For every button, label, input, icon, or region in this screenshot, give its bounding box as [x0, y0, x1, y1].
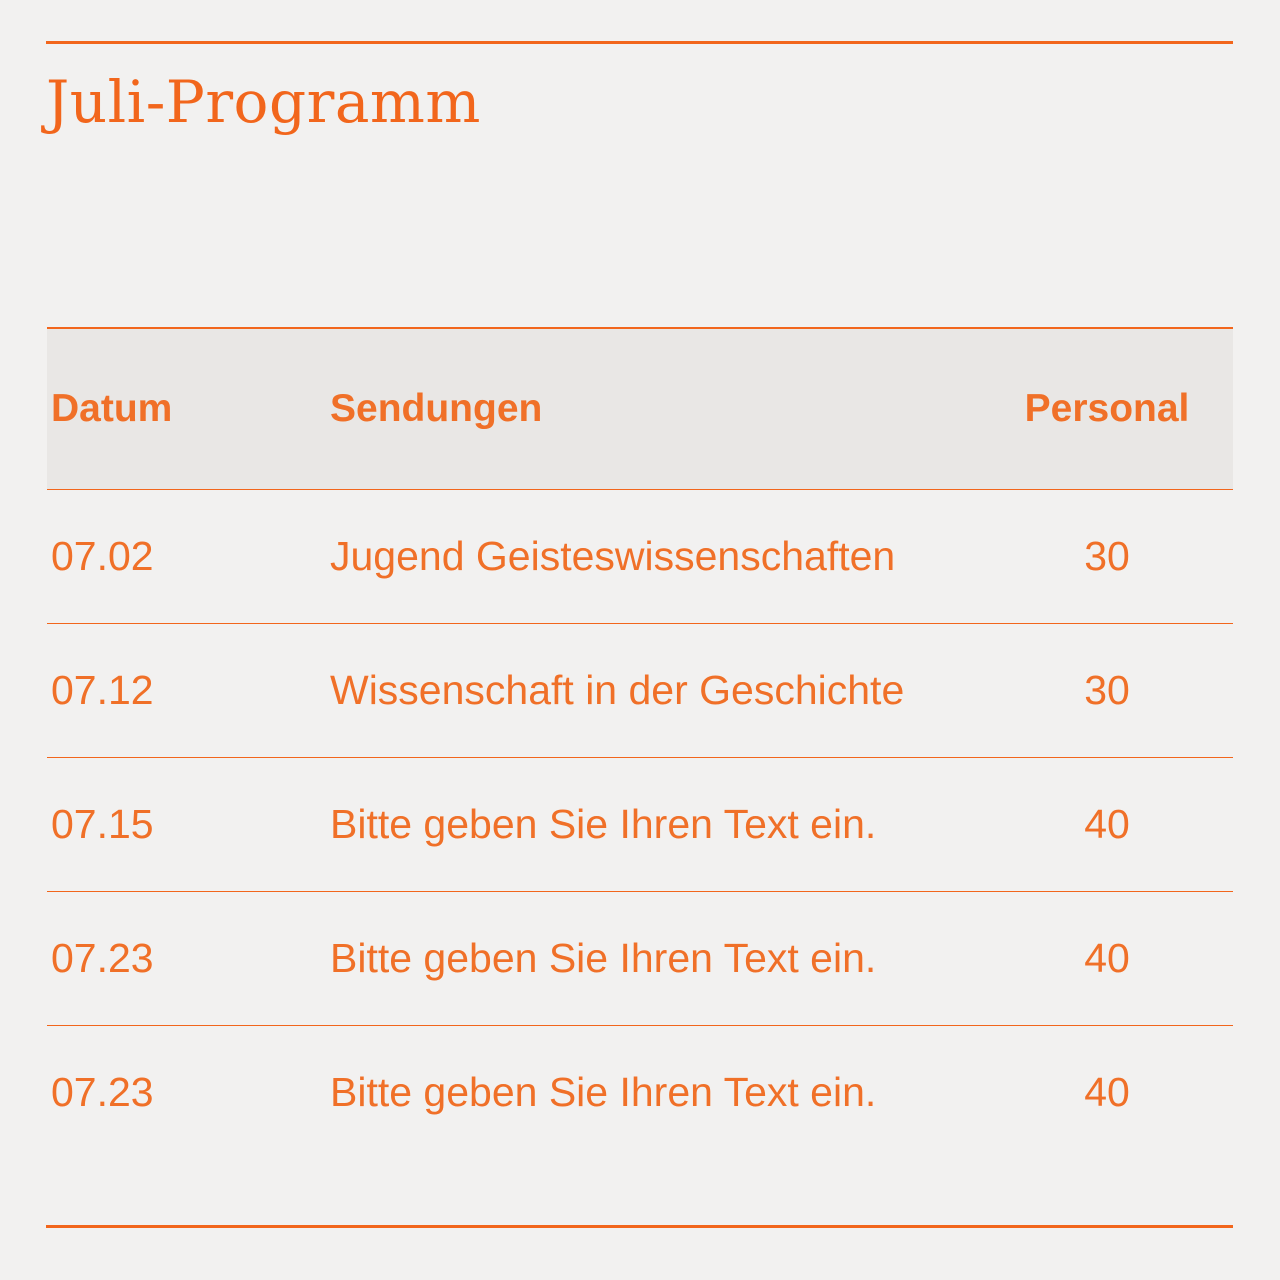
row-date: 07.02 [51, 533, 154, 579]
header-staff: Personal [1024, 387, 1190, 430]
table-row [47, 892, 1233, 1026]
schedule-table [47, 327, 1233, 1159]
table-row [47, 1026, 1233, 1159]
row-staff: 40 [1084, 935, 1130, 981]
row-show: Wissenschaft in der Geschichte [330, 667, 905, 713]
row-date: 07.23 [51, 1069, 154, 1115]
table-row [47, 624, 1233, 758]
row-show: Jugend Geisteswissenschaften [330, 533, 896, 579]
row-show: Bitte geben Sie Ihren Text ein. [330, 1069, 877, 1115]
row-staff: 40 [1084, 801, 1130, 847]
bottom-rule [46, 1225, 1233, 1228]
row-staff: 30 [1084, 533, 1130, 579]
row-staff: 30 [1084, 667, 1130, 713]
header-date: Datum [51, 387, 173, 430]
page-title: Juli-Programm [46, 68, 481, 136]
row-staff: 40 [1084, 1069, 1130, 1115]
header-show: Sendungen [330, 387, 543, 430]
row-date: 07.12 [51, 667, 154, 713]
top-rule [46, 41, 1233, 44]
table-header [47, 327, 1233, 490]
table-row [47, 490, 1233, 624]
table-row [47, 758, 1233, 892]
row-show: Bitte geben Sie Ihren Text ein. [330, 801, 877, 847]
row-show: Bitte geben Sie Ihren Text ein. [330, 935, 877, 981]
row-date: 07.23 [51, 935, 154, 981]
row-date: 07.15 [51, 801, 154, 847]
